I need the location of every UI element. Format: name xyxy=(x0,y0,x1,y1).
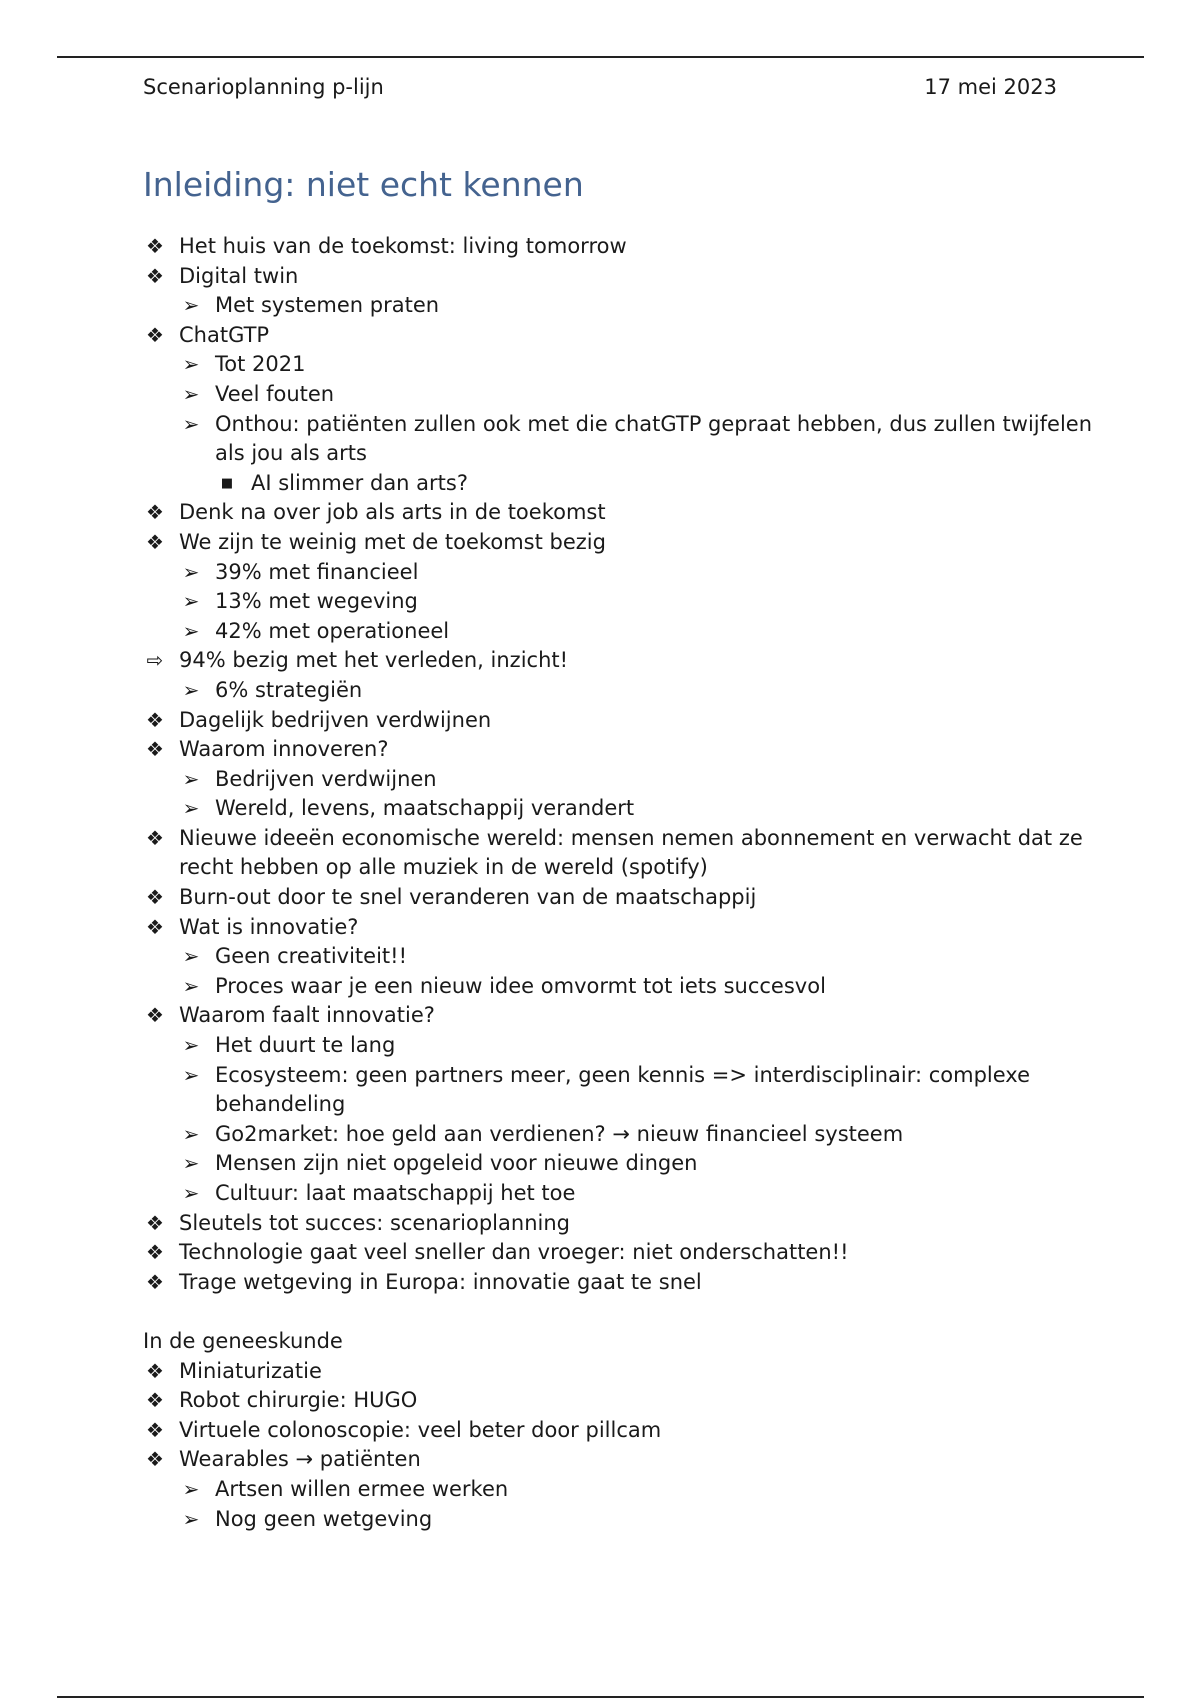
list-subitem: ➢ 39% met financieel xyxy=(143,558,1063,588)
diamond-bullet-icon: ❖ xyxy=(146,1358,164,1383)
diamond-bullet-icon: ❖ xyxy=(146,529,164,554)
diamond-bullet-icon: ❖ xyxy=(146,1269,164,1294)
list-item: ❖ Wearables → patiënten xyxy=(143,1445,1063,1475)
list-item: ❖ Waarom faalt innovatie? xyxy=(143,1001,1063,1031)
list-item: ❖ We zijn te weinig met de toekomst bezig xyxy=(143,528,1063,558)
arrowhead-bullet-icon: ➢ xyxy=(182,293,200,318)
list-subitem: ➢ Mensen zijn niet opgeleid voor nieuwe dingen xyxy=(143,1149,1063,1179)
subsection-label: In de geneeskunde xyxy=(143,1328,343,1353)
arrowhead-bullet-icon: ➢ xyxy=(182,352,200,377)
arrowhead-bullet-icon: ➢ xyxy=(182,411,200,436)
diamond-bullet-icon: ❖ xyxy=(146,1210,164,1235)
list-subitem: ➢ Nog geen wetgeving xyxy=(143,1505,1063,1535)
outline-arrow-bullet-icon: ⇨ xyxy=(146,648,164,673)
arrowhead-bullet-icon: ➢ xyxy=(182,1506,200,1531)
diamond-bullet-icon: ❖ xyxy=(146,914,164,939)
arrowhead-bullet-icon: ➢ xyxy=(182,1062,200,1087)
notes-list xyxy=(143,232,1093,1534)
list-item: ❖ Sleutels tot succes: scenarioplanning xyxy=(143,1209,1063,1239)
arrowhead-bullet-icon: ➢ xyxy=(182,589,200,614)
list-subitem: ➢ Ecosysteem: geen partners meer, geen kennis => interdisciplinair: complexe xyxy=(143,1061,1063,1091)
list-subitem: ➢ Veel fouten xyxy=(143,380,1063,410)
list-subitem: ➢ Onthou: patiënten zullen ook met die chatGTP gepraat hebben, dus zullen twijfelen xyxy=(143,410,1063,440)
header-date: 17 mei 2023 xyxy=(924,75,1057,99)
arrowhead-bullet-icon: ➢ xyxy=(182,559,200,584)
arrowhead-bullet-icon: ➢ xyxy=(182,1181,200,1205)
list-subitem: ➢ Het duurt te lang xyxy=(143,1031,1063,1061)
diamond-bullet-icon: ❖ xyxy=(146,737,164,762)
footer-rule xyxy=(57,1696,1144,1698)
list-item: ❖ Wat is innovatie? xyxy=(143,913,1063,943)
section-heading: Inleiding: niet echt kennen xyxy=(143,165,584,204)
blank-line xyxy=(143,1297,1063,1327)
diamond-bullet-icon: ❖ xyxy=(146,1447,164,1472)
arrowhead-bullet-icon: ➢ xyxy=(182,944,200,969)
arrowhead-bullet-icon: ➢ xyxy=(182,1476,200,1501)
list-item: ❖ Virtuele colonoscopie: veel beter door pillcam xyxy=(143,1416,1063,1446)
arrowhead-bullet-icon: ➢ xyxy=(182,1033,200,1058)
list-subitem: ➢ Cultuur: laat maatschappij het toe xyxy=(143,1179,1063,1209)
list-item: ❖ Het huis van de toekomst: living tomorrow xyxy=(143,232,1063,262)
arrowhead-bullet-icon: ➢ xyxy=(182,973,200,998)
list-subitem: ➢ Tot 2021 xyxy=(143,350,1063,380)
list-subsubitem: ■ AI slimmer dan arts? xyxy=(143,469,1063,499)
arrowhead-bullet-icon: ➢ xyxy=(182,1151,200,1176)
list-item-continuation: recht hebben op alle muziek in de wereld (spotify) xyxy=(179,855,708,880)
list-item: ❖ Burn-out door te snel veranderen van de maatschappij xyxy=(143,883,1063,913)
diamond-bullet-icon: ❖ xyxy=(146,885,164,910)
diamond-bullet-icon: ❖ xyxy=(146,1240,164,1265)
list-subitem: ➢ 13% met wegeving xyxy=(143,587,1063,617)
diamond-bullet-icon: ❖ xyxy=(146,825,164,850)
list-item: ❖ Waarom innoveren? xyxy=(143,735,1063,765)
list-item: ❖ Denk na over job als arts in de toekomst xyxy=(143,498,1063,528)
list-item-conclusion: ⇨ 94% bezig met het verleden, inzicht! xyxy=(143,646,1063,676)
list-item: ❖ Miniaturizatie xyxy=(143,1357,1063,1387)
arrowhead-bullet-icon: ➢ xyxy=(182,381,200,406)
list-item: ❖ Digital twin xyxy=(143,262,1063,292)
list-subitem: ➢ Met systemen praten xyxy=(143,291,1063,321)
list-item: ❖ Trage wetgeving in Europa: innovatie gaat te snel xyxy=(143,1268,1063,1298)
square-bullet-icon: ■ xyxy=(220,475,234,491)
diamond-bullet-icon: ❖ xyxy=(146,234,164,258)
arrowhead-bullet-icon: ➢ xyxy=(182,1121,200,1146)
list-item: ❖ ChatGTP xyxy=(143,321,1063,351)
diamond-bullet-icon: ❖ xyxy=(146,1417,164,1442)
list-subitem: ➢ 42% met operationeel xyxy=(143,617,1063,647)
list-subitem-continuation: als jou als arts xyxy=(215,441,367,466)
diamond-bullet-icon: ❖ xyxy=(146,707,164,732)
arrowhead-bullet-icon: ➢ xyxy=(182,796,200,821)
list-subitem: ➢ Proces waar je een nieuw idee omvormt tot iets succesvol xyxy=(143,972,1063,1002)
list-subitem: ➢ Artsen willen ermee werken xyxy=(143,1475,1063,1505)
list-subitem: ➢ 6% strategiën xyxy=(143,676,1063,706)
list-item: ❖ Nieuwe ideeën economische wereld: mensen nemen abonnement en verwacht dat ze xyxy=(143,824,1063,854)
arrowhead-bullet-icon: ➢ xyxy=(182,618,200,643)
header-document-title: Scenarioplanning p-lijn xyxy=(143,75,384,99)
arrowhead-bullet-icon: ➢ xyxy=(182,677,200,702)
list-subitem: ➢ Bedrijven verdwijnen xyxy=(143,765,1063,795)
diamond-bullet-icon: ❖ xyxy=(146,322,164,347)
diamond-bullet-icon: ❖ xyxy=(146,1388,164,1413)
list-item: ❖ Dagelijk bedrijven verdwijnen xyxy=(143,706,1063,736)
list-subitem: ➢ Geen creativiteit!! xyxy=(143,942,1063,972)
diamond-bullet-icon: ❖ xyxy=(146,263,164,288)
list-subitem: ➢ Wereld, levens, maatschappij verandert xyxy=(143,794,1063,824)
list-subitem: ➢ Go2market: hoe geld aan verdienen? → nieuw financieel systeem xyxy=(143,1120,1063,1150)
arrowhead-bullet-icon: ➢ xyxy=(182,766,200,791)
list-item: ❖ Technologie gaat veel sneller dan vroeger: niet onderschatten!! xyxy=(143,1238,1063,1268)
diamond-bullet-icon: ❖ xyxy=(146,500,164,525)
list-subitem-continuation: behandeling xyxy=(215,1092,346,1117)
diamond-bullet-icon: ❖ xyxy=(146,1003,164,1028)
list-item: ❖ Robot chirurgie: HUGO xyxy=(143,1386,1063,1416)
header-rule xyxy=(57,56,1144,58)
